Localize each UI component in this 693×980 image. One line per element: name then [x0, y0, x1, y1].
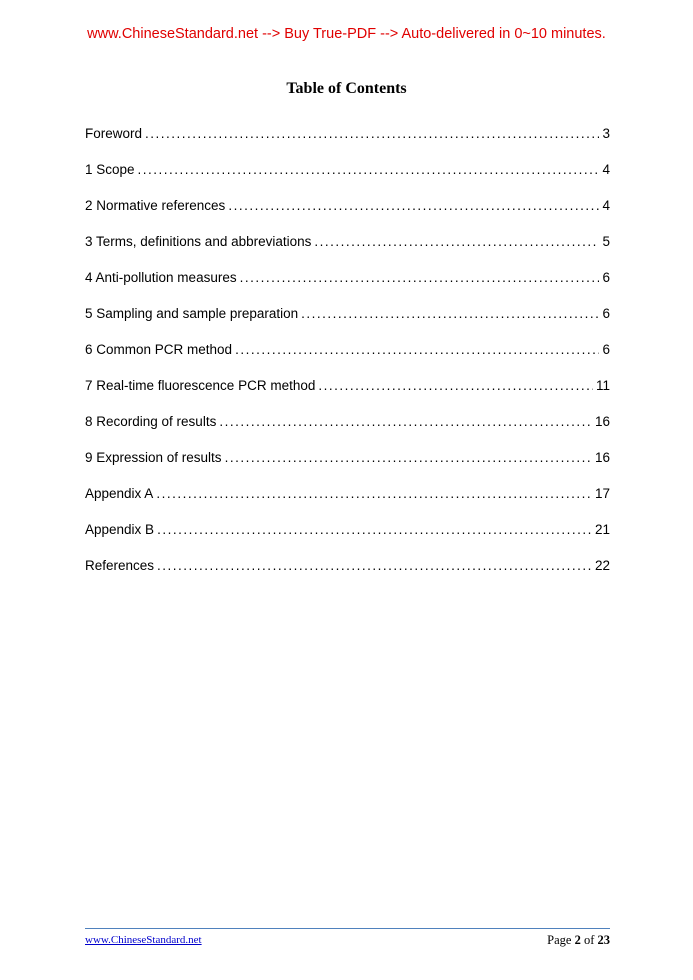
toc-dot-leader — [145, 127, 599, 141]
toc-entry — [85, 559, 610, 573]
toc-dot-leader — [301, 307, 599, 321]
page-number-current: 2 — [574, 933, 581, 947]
toc-entry-label: References — [85, 558, 155, 573]
toc-entry-label: 8 Recording of results — [85, 414, 217, 429]
toc-entry-page: 5 — [602, 234, 610, 249]
toc-dot-leader — [314, 235, 599, 249]
toc-entry — [85, 487, 610, 501]
footer-divider — [85, 928, 610, 929]
toc-entry-page: 22 — [594, 558, 610, 573]
purchase-notice-banner: www.ChineseStandard.net --> Buy True-PDF --> Auto-delivered in 0~10 minutes. — [87, 26, 606, 42]
toc-entry-label: 9 Expression of results — [85, 450, 222, 465]
toc-entry-page: 6 — [602, 270, 610, 285]
toc-dot-leader — [138, 163, 600, 177]
toc-entry-page: 16 — [594, 450, 610, 465]
toc-entry-page: 11 — [595, 378, 610, 393]
toc-entry-label: 4 Anti-pollution measures — [85, 270, 237, 285]
table-of-contents — [85, 127, 610, 595]
footer-website-link[interactable]: www.ChineseStandard.net — [85, 934, 202, 946]
toc-entry-page: 4 — [602, 162, 610, 177]
toc-dot-leader — [219, 415, 592, 429]
toc-dot-leader — [157, 559, 592, 573]
toc-dot-leader — [225, 451, 592, 465]
toc-entry — [85, 307, 610, 321]
toc-entry-page: 6 — [602, 306, 610, 321]
toc-entry-page: 4 — [602, 198, 610, 213]
toc-dot-leader — [157, 523, 592, 537]
toc-entry — [85, 343, 610, 357]
toc-entry-page: 3 — [602, 126, 610, 141]
toc-entry-label: 3 Terms, definitions and abbreviations — [85, 234, 312, 249]
toc-entry — [85, 163, 610, 177]
toc-entry-label: 1 Scope — [85, 162, 135, 177]
toc-dot-leader — [240, 271, 600, 285]
toc-entry — [85, 199, 610, 213]
toc-entry — [85, 451, 610, 465]
toc-entry — [85, 415, 610, 429]
toc-entry — [85, 271, 610, 285]
page-number-separator: of — [580, 933, 598, 947]
toc-entry — [85, 235, 610, 249]
toc-entry-label: Appendix A — [85, 486, 154, 501]
toc-dot-leader — [156, 487, 592, 501]
toc-entry-label: 6 Common PCR method — [85, 342, 233, 357]
toc-entry — [85, 523, 610, 537]
toc-entry-label: Foreword — [85, 126, 143, 141]
toc-dot-leader — [318, 379, 593, 393]
toc-entry-page: 17 — [594, 486, 610, 501]
page-number-prefix: Page — [547, 933, 575, 947]
page-title: Table of Contents — [286, 80, 407, 97]
page-number-total: 23 — [597, 933, 610, 947]
page-number-indicator — [547, 933, 610, 948]
toc-entry — [85, 127, 610, 141]
toc-dot-leader — [228, 199, 599, 213]
toc-entry-label: 2 Normative references — [85, 198, 226, 213]
toc-entry-label: 7 Real-time fluorescence PCR method — [85, 378, 316, 393]
toc-entry-label: Appendix B — [85, 522, 155, 537]
toc-entry — [85, 379, 610, 393]
toc-dot-leader — [235, 343, 599, 357]
toc-entry-page: 21 — [594, 522, 610, 537]
toc-entry-label: 5 Sampling and sample preparation — [85, 306, 299, 321]
toc-entry-page: 6 — [602, 342, 610, 357]
toc-entry-page: 16 — [594, 414, 610, 429]
